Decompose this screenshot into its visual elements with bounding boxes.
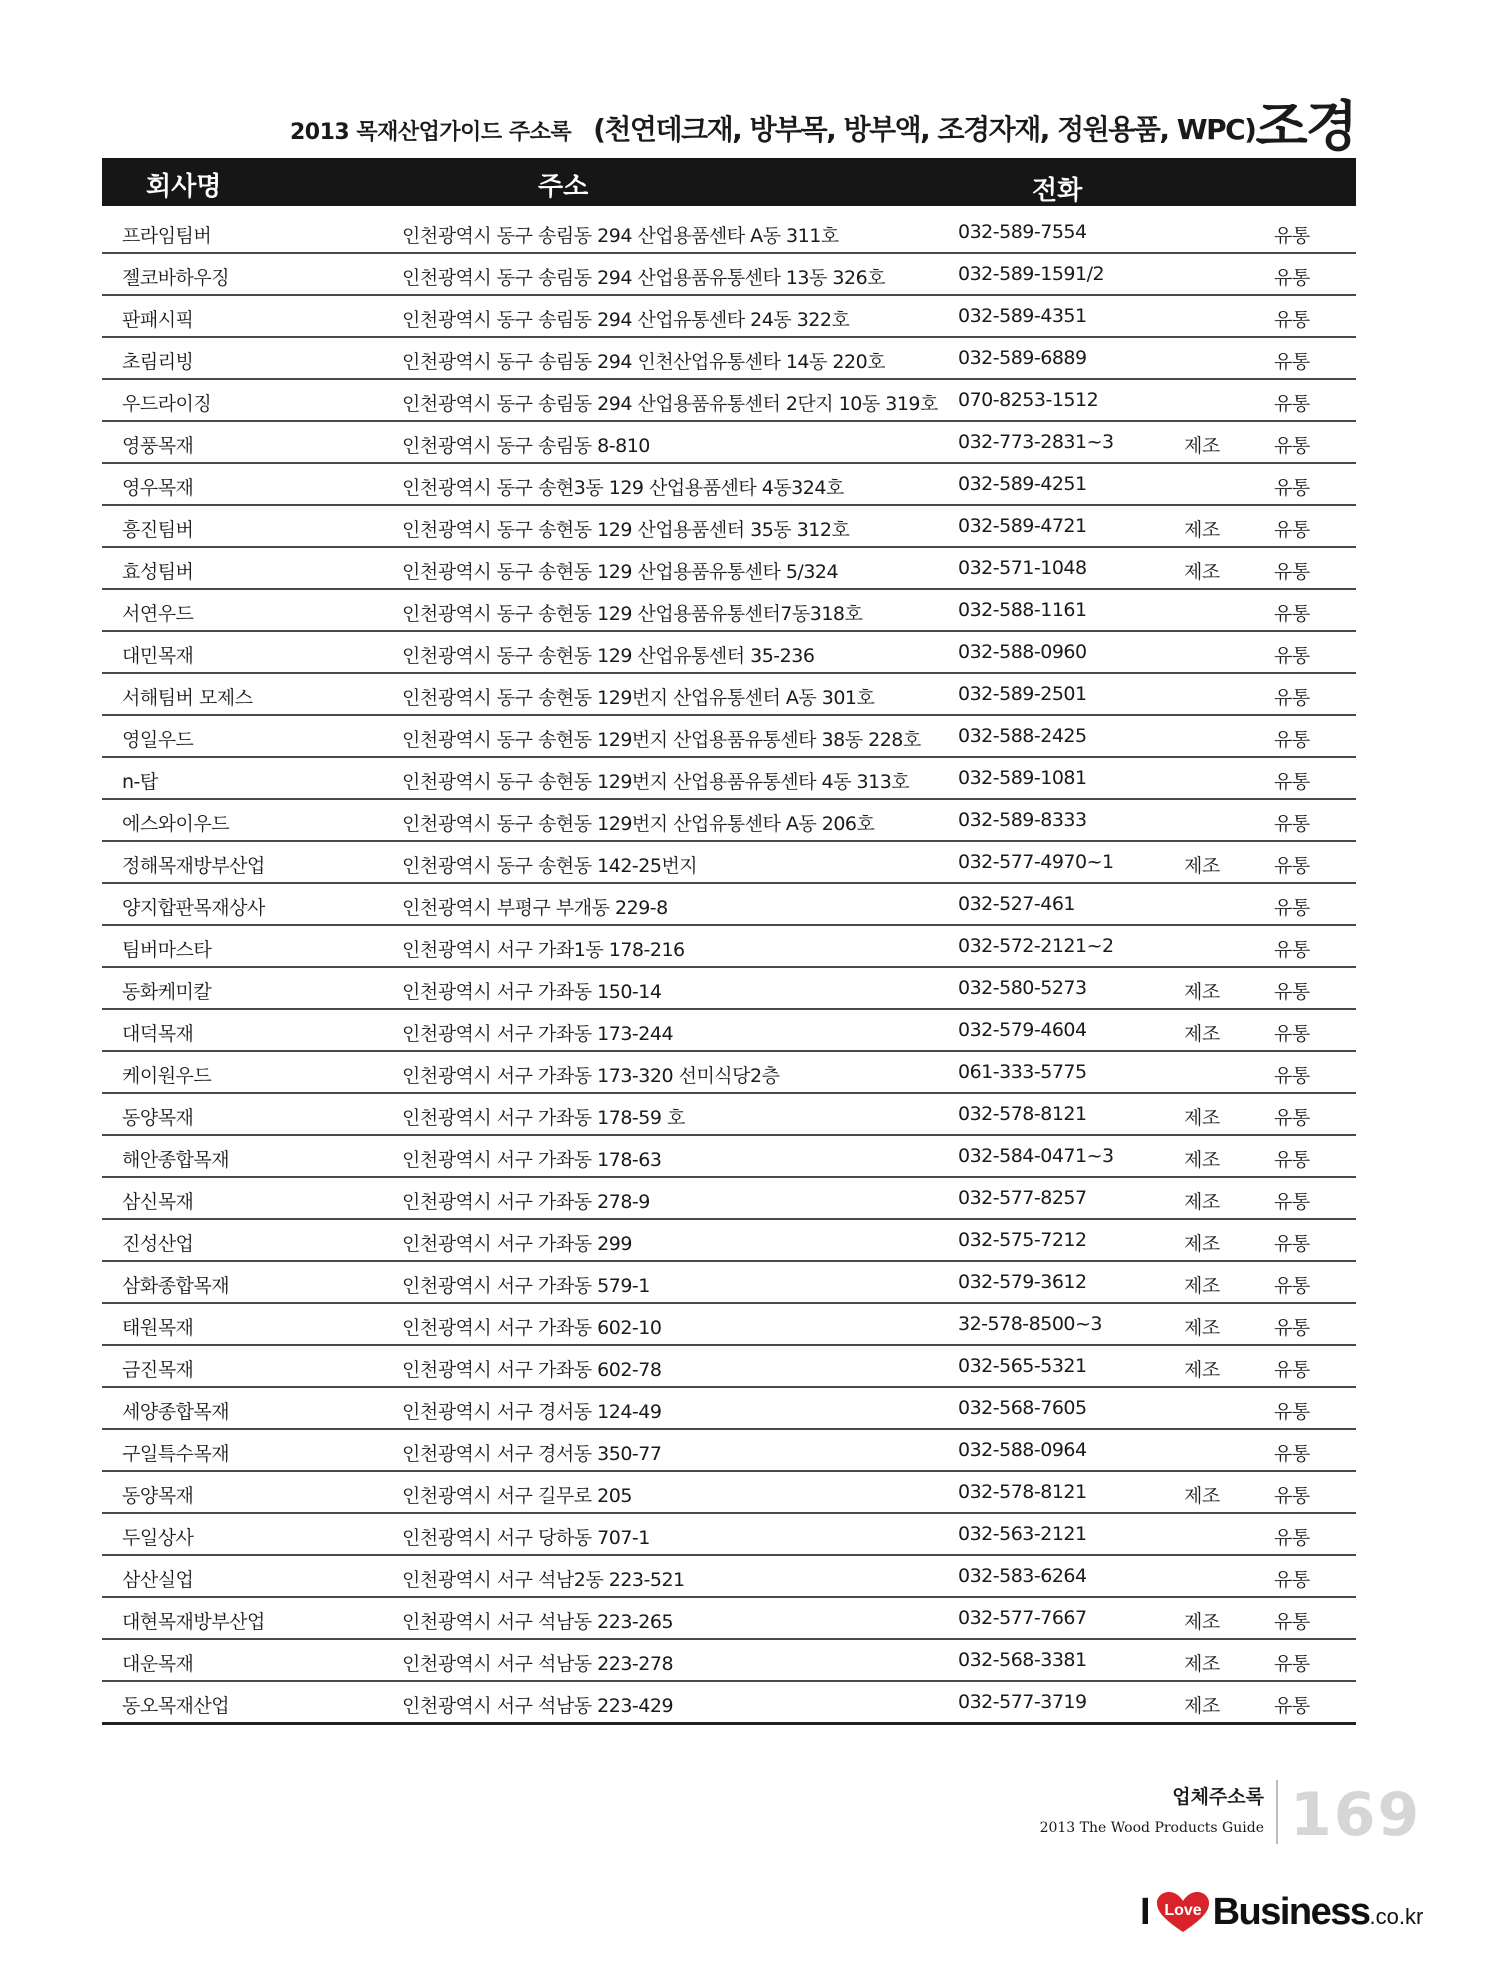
company-address: 인천광역시 서구 석남2동 223-521 — [402, 1569, 685, 1591]
company-address: 인천광역시 서구 당하동 707-1 — [402, 1527, 650, 1549]
company-name: 양지합판목재상사 — [122, 897, 265, 919]
company-address: 인천광역시 서구 가좌동 579-1 — [402, 1275, 650, 1297]
company-address: 인천광역시 서구 가좌동 178-59 호 — [402, 1107, 685, 1129]
company-name: 효성팀버 — [122, 561, 194, 583]
company-name: 대현목재방부산업 — [122, 1611, 265, 1633]
manufacturing-tag: 제조 — [1184, 1233, 1220, 1255]
distribution-tag: 유통 — [1274, 1317, 1310, 1339]
company-address: 인천광역시 서구 가좌동 173-244 — [402, 1023, 674, 1045]
table-row — [102, 548, 1356, 590]
distribution-tag: 유통 — [1274, 1359, 1310, 1381]
company-phone: 032-578-8121 — [958, 1481, 1087, 1503]
company-phone: 032-589-1081 — [958, 767, 1087, 789]
distribution-tag: 유통 — [1274, 1065, 1310, 1087]
table-header — [102, 158, 1356, 206]
table-row — [102, 1388, 1356, 1430]
distribution-tag: 유통 — [1274, 477, 1310, 499]
company-table — [102, 212, 1356, 1725]
company-address: 인천광역시 동구 송현동 142-25번지 — [402, 855, 698, 877]
company-phone: 032-571-1048 — [958, 557, 1087, 579]
company-phone: 032-588-2425 — [958, 725, 1087, 747]
company-name: 우드라이징 — [122, 393, 212, 415]
company-address: 인천광역시 동구 송림동 294 인천산업유통센타 14동 220호 — [402, 351, 886, 373]
manufacturing-tag: 제조 — [1184, 561, 1220, 583]
distribution-tag: 유통 — [1274, 1191, 1310, 1213]
company-phone: 032-589-4351 — [958, 305, 1087, 327]
company-name: 해안종합목재 — [122, 1149, 230, 1171]
manufacturing-tag: 제조 — [1184, 1023, 1220, 1045]
manufacturing-tag: 제조 — [1184, 981, 1220, 1003]
company-phone: 032-577-3719 — [958, 1691, 1087, 1713]
company-address: 인천광역시 동구 송현동 129번지 산업용품유통센타 38동 228호 — [402, 729, 921, 751]
table-row — [102, 464, 1356, 506]
heart-icon — [1155, 1890, 1211, 1934]
table-row — [102, 674, 1356, 716]
table-row — [102, 380, 1356, 422]
company-address: 인천광역시 서구 길무로 205 — [402, 1485, 632, 1507]
table-row — [102, 338, 1356, 380]
company-phone: 032-584-0471~3 — [958, 1145, 1114, 1167]
company-phone: 032-589-2501 — [958, 683, 1087, 705]
company-name: 삼산실업 — [122, 1569, 194, 1591]
company-phone: 032-583-6264 — [958, 1565, 1087, 1587]
table-row — [102, 254, 1356, 296]
distribution-tag: 유통 — [1274, 1653, 1310, 1675]
distribution-tag: 유통 — [1274, 1233, 1310, 1255]
manufacturing-tag: 제조 — [1184, 1275, 1220, 1297]
company-name: 정해목재방부산업 — [122, 855, 265, 877]
company-address: 인천광역시 서구 가좌동 150-14 — [402, 981, 662, 1003]
company-address: 인천광역시 동구 송현동 129번지 산업유통센타 A동 206호 — [402, 813, 875, 835]
company-name: 대민목재 — [122, 645, 194, 667]
table-row — [102, 1472, 1356, 1514]
company-phone: 070-8253-1512 — [958, 389, 1099, 411]
table-row — [102, 1640, 1356, 1682]
page-number: 169 — [1290, 1780, 1422, 1850]
distribution-tag: 유통 — [1274, 225, 1310, 247]
footer-guide-title: 2013 The Wood Products Guide — [1039, 1820, 1264, 1836]
company-name: 진성산업 — [122, 1233, 194, 1255]
company-name: 영우목재 — [122, 477, 194, 499]
table-row — [102, 1094, 1356, 1136]
company-address: 인천광역시 서구 가좌동 178-63 — [402, 1149, 662, 1171]
company-phone: 032-589-1591/2 — [958, 263, 1105, 285]
brand-logo — [1140, 1890, 1423, 1934]
company-address: 인천광역시 동구 송림동 8-810 — [402, 435, 650, 457]
company-name: 동양목재 — [122, 1485, 194, 1507]
manufacturing-tag: 제조 — [1184, 855, 1220, 877]
company-name: 동양목재 — [122, 1107, 194, 1129]
table-row — [102, 1514, 1356, 1556]
distribution-tag: 유통 — [1274, 1485, 1310, 1507]
company-name: 흥진팀버 — [122, 519, 194, 541]
company-phone: 032-527-461 — [958, 893, 1076, 915]
distribution-tag: 유통 — [1274, 1443, 1310, 1465]
company-name: 세양종합목재 — [122, 1401, 230, 1423]
distribution-tag: 유통 — [1274, 939, 1310, 961]
company-name: 삼화종합목재 — [122, 1275, 230, 1297]
company-name: 케이원우드 — [122, 1065, 212, 1087]
company-phone: 032-580-5273 — [958, 977, 1087, 999]
table-row — [102, 884, 1356, 926]
company-phone: 032-578-8121 — [958, 1103, 1087, 1125]
company-phone: 032-572-2121~2 — [958, 935, 1114, 957]
distribution-tag: 유통 — [1274, 1401, 1310, 1423]
company-address: 인천광역시 서구 가좌1동 178-216 — [402, 939, 685, 961]
column-header-address: 주소 — [538, 172, 589, 202]
company-address: 인천광역시 동구 송림동 294 산업용품유통센터 2단지 10동 319호 — [402, 393, 938, 415]
company-phone: 032-589-8333 — [958, 809, 1087, 831]
company-address: 인천광역시 동구 송림동 294 산업용품센타 A동 311호 — [402, 225, 839, 247]
company-name: 서해팀버 모제스 — [122, 687, 253, 709]
distribution-tag: 유통 — [1274, 1149, 1310, 1171]
company-name: 영일우드 — [122, 729, 194, 751]
manufacturing-tag: 제조 — [1184, 1611, 1220, 1633]
company-name: 삼신목재 — [122, 1191, 194, 1213]
company-name: 프라임팀버 — [122, 225, 212, 247]
table-row — [102, 926, 1356, 968]
company-phone: 032-565-5321 — [958, 1355, 1087, 1377]
company-name: 동오목재산업 — [122, 1695, 230, 1717]
distribution-tag: 유통 — [1274, 687, 1310, 709]
distribution-tag: 유통 — [1274, 729, 1310, 751]
distribution-tag: 유통 — [1274, 981, 1310, 1003]
company-address: 인천광역시 동구 송현동 129번지 산업유통센터 A동 301호 — [402, 687, 875, 709]
company-name: 대운목재 — [122, 1653, 194, 1675]
table-row — [102, 1430, 1356, 1472]
company-phone: 032-589-6889 — [958, 347, 1087, 369]
column-header-phone: 전화 — [1032, 176, 1083, 206]
table-row — [102, 296, 1356, 338]
table-row — [102, 716, 1356, 758]
directory-subtitle: 2013 목재산업가이드 주소록 — [290, 120, 572, 145]
footer-label: 업체주소록 — [1172, 1786, 1264, 1808]
table-row — [102, 800, 1356, 842]
manufacturing-tag: 제조 — [1184, 1191, 1220, 1213]
manufacturing-tag: 제조 — [1184, 1485, 1220, 1507]
company-phone: 032-577-8257 — [958, 1187, 1087, 1209]
distribution-tag: 유통 — [1274, 645, 1310, 667]
company-address: 인천광역시 서구 가좌동 602-10 — [402, 1317, 662, 1339]
company-name: 대덕목재 — [122, 1023, 194, 1045]
manufacturing-tag: 제조 — [1184, 1653, 1220, 1675]
company-phone: 032-568-3381 — [958, 1649, 1087, 1671]
distribution-tag: 유통 — [1274, 267, 1310, 289]
manufacturing-tag: 제조 — [1184, 519, 1220, 541]
manufacturing-tag: 제조 — [1184, 1149, 1220, 1171]
company-address: 인천광역시 서구 가좌동 602-78 — [402, 1359, 662, 1381]
table-row — [102, 590, 1356, 632]
table-row — [102, 1346, 1356, 1388]
company-phone: 032-563-2121 — [958, 1523, 1087, 1545]
company-phone: 032-589-4251 — [958, 473, 1087, 495]
brand-heart-text: Love — [1163, 1902, 1202, 1919]
company-name: 에스와이우드 — [122, 813, 230, 835]
manufacturing-tag: 제조 — [1184, 1359, 1220, 1381]
company-phone: 032-588-1161 — [958, 599, 1087, 621]
company-name: 태원목재 — [122, 1317, 194, 1339]
distribution-tag: 유통 — [1274, 1611, 1310, 1633]
company-phone: 032-577-4970~1 — [958, 851, 1114, 873]
company-address: 인천광역시 동구 송현동 129 산업유통센터 35-236 — [402, 645, 815, 667]
distribution-tag: 유통 — [1274, 1275, 1310, 1297]
column-header-name: 회사명 — [146, 172, 222, 202]
company-address: 인천광역시 동구 송림동 294 산업유통센타 24동 322호 — [402, 309, 850, 331]
distribution-tag: 유통 — [1274, 1527, 1310, 1549]
table-row — [102, 842, 1356, 884]
section-title: 조경 — [1255, 95, 1356, 158]
distribution-tag: 유통 — [1274, 1107, 1310, 1129]
manufacturing-tag: 제조 — [1184, 1317, 1220, 1339]
table-row — [102, 1220, 1356, 1262]
company-name: 금진목재 — [122, 1359, 194, 1381]
manufacturing-tag: 제조 — [1184, 1107, 1220, 1129]
company-address: 인천광역시 서구 가좌동 278-9 — [402, 1191, 650, 1213]
distribution-tag: 유통 — [1274, 561, 1310, 583]
distribution-tag: 유통 — [1274, 519, 1310, 541]
table-row — [102, 1262, 1356, 1304]
distribution-tag: 유통 — [1274, 351, 1310, 373]
distribution-tag: 유통 — [1274, 309, 1310, 331]
table-row — [102, 1178, 1356, 1220]
company-phone: 032-568-7605 — [958, 1397, 1087, 1419]
company-phone: 032-577-7667 — [958, 1607, 1087, 1629]
company-name: 동화케미칼 — [122, 981, 212, 1003]
distribution-tag: 유통 — [1274, 897, 1310, 919]
brand-name: Business — [1212, 1890, 1370, 1933]
table-row — [102, 1304, 1356, 1346]
company-name: 영풍목재 — [122, 435, 194, 457]
category-list: (천연데크재, 방부목, 방부액, 조경자재, 정원용품, WPC) — [593, 113, 1256, 146]
company-name: 젤코바하우징 — [122, 267, 230, 289]
company-address: 인천광역시 동구 송림동 294 산업용품유통센타 13동 326호 — [402, 267, 886, 289]
company-address: 인천광역시 서구 가좌동 173-320 선미식당2층 — [402, 1065, 780, 1087]
company-address: 인천광역시 서구 석남동 223-265 — [402, 1611, 674, 1633]
distribution-tag: 유통 — [1274, 435, 1310, 457]
company-address: 인천광역시 동구 송현동 129 산업용품유통센터7동318호 — [402, 603, 863, 625]
company-phone: 032-589-7554 — [958, 221, 1087, 243]
table-row — [102, 1010, 1356, 1052]
table-row — [102, 212, 1356, 254]
distribution-tag: 유통 — [1274, 1023, 1310, 1045]
distribution-tag: 유통 — [1274, 1695, 1310, 1717]
footer-divider — [1276, 1780, 1278, 1844]
company-phone: 032-579-4604 — [958, 1019, 1087, 1041]
table-row — [102, 1136, 1356, 1178]
company-phone: 032-588-0960 — [958, 641, 1087, 663]
table-row — [102, 1052, 1356, 1094]
company-name: 초림리빙 — [122, 351, 194, 373]
company-phone: 032-589-4721 — [958, 515, 1087, 537]
company-name: 판패시픽 — [122, 309, 194, 331]
distribution-tag: 유통 — [1274, 855, 1310, 877]
company-phone: 032-579-3612 — [958, 1271, 1087, 1293]
table-row — [102, 1598, 1356, 1640]
company-name: n-탑 — [122, 771, 158, 793]
table-row — [102, 758, 1356, 800]
brand-domain: .co.kr — [1369, 1904, 1424, 1929]
company-name: 두일상사 — [122, 1527, 194, 1549]
company-name: 구일특수목재 — [122, 1443, 230, 1465]
company-phone: 032-588-0964 — [958, 1439, 1087, 1461]
table-row — [102, 422, 1356, 464]
distribution-tag: 유통 — [1274, 813, 1310, 835]
company-address: 인천광역시 동구 송현동 129 산업용품유통센타 5/324 — [402, 561, 839, 583]
distribution-tag: 유통 — [1274, 603, 1310, 625]
company-address: 인천광역시 동구 송현3동 129 산업용품센타 4동324호 — [402, 477, 844, 499]
brand-prefix: I — [1140, 1890, 1151, 1933]
table-row — [102, 1682, 1356, 1725]
company-address: 인천광역시 동구 송현동 129 산업용품센터 35동 312호 — [402, 519, 850, 541]
table-row — [102, 968, 1356, 1010]
company-phone: 32-578-8500~3 — [958, 1313, 1103, 1335]
manufacturing-tag: 제조 — [1184, 435, 1220, 457]
company-address: 인천광역시 동구 송현동 129번지 산업용품유통센타 4동 313호 — [402, 771, 910, 793]
distribution-tag: 유통 — [1274, 771, 1310, 793]
company-phone: 061-333-5775 — [958, 1061, 1087, 1083]
company-phone: 032-773-2831~3 — [958, 431, 1114, 453]
table-row — [102, 632, 1356, 674]
company-address: 인천광역시 서구 석남동 223-278 — [402, 1653, 674, 1675]
distribution-tag: 유통 — [1274, 1569, 1310, 1591]
table-row — [102, 506, 1356, 548]
company-address: 인천광역시 부평구 부개동 229-8 — [402, 897, 668, 919]
company-address: 인천광역시 서구 석남동 223-429 — [402, 1695, 674, 1717]
page-title — [290, 94, 1356, 158]
table-row — [102, 1556, 1356, 1598]
company-name: 서연우드 — [122, 603, 194, 625]
company-address: 인천광역시 서구 가좌동 299 — [402, 1233, 632, 1255]
company-address: 인천광역시 서구 경서동 350-77 — [402, 1443, 662, 1465]
company-address: 인천광역시 서구 경서동 124-49 — [402, 1401, 662, 1423]
manufacturing-tag: 제조 — [1184, 1695, 1220, 1717]
company-name: 팀버마스타 — [122, 939, 212, 961]
distribution-tag: 유통 — [1274, 393, 1310, 415]
company-phone: 032-575-7212 — [958, 1229, 1087, 1251]
